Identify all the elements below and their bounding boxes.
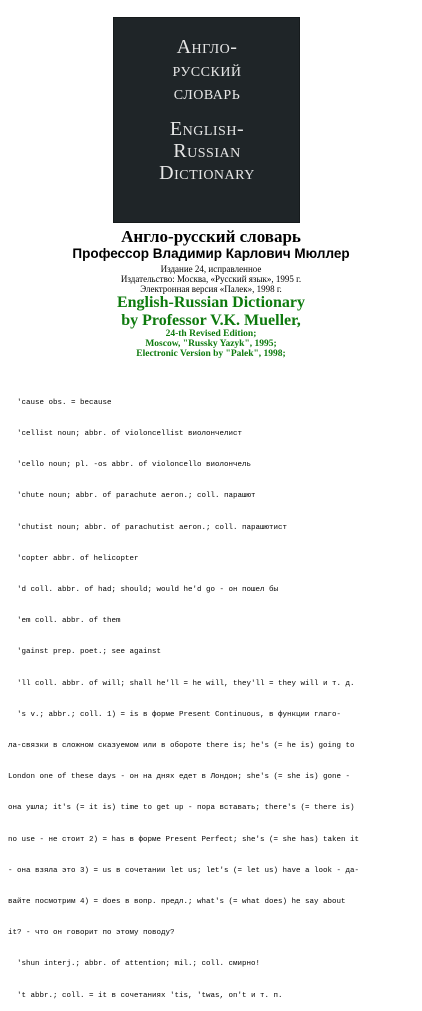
dictionary-entry: 's v.; abbr.; coll. 1) = is в форме Present Continuous, в функции глаго- [8, 710, 342, 719]
dictionary-entry: 'cello noun; pl. -os abbr. of violoncello виолончель [8, 461, 252, 470]
dictionary-entry: 'gainst prep. poet.; see against [8, 648, 162, 657]
cover-title-english [119, 118, 295, 184]
title-english: English-Russian Dictionary [116, 294, 306, 311]
dictionary-entry: 'd coll. abbr. of had; should; would he'd go - он пошел бы [8, 586, 279, 595]
dictionary-entry: 'll coll. abbr. of will; shall he'll = he will, they'll = they will и т. д. [8, 679, 355, 688]
dictionary-entry: 'cause obs. = because [8, 398, 112, 407]
publisher-russian: Издательство: Москва, «Русский язык», 1995 г. [120, 274, 302, 284]
cover-line: English- [169, 118, 245, 140]
author-english: by Professor V.K. Mueller, [121, 312, 301, 329]
cover-title [119, 36, 295, 184]
dictionary-entry: 'cellist noun; abbr. of violoncellist виолончелист [8, 430, 243, 439]
cover-line: словарь [173, 82, 241, 104]
dictionary-entry: - она взяла это 3) = us в сочетании let us; let's (= let us) have a look - да- [8, 866, 360, 875]
electronic-version-russian: Электронная версия «Палек», 1998 г. [140, 284, 282, 294]
dictionary-entry: it? - что он говорит по этому поводу? [8, 929, 175, 938]
electronic-version-english: Electronic Version by "Palek", 1998; [136, 349, 286, 359]
dictionary-entries [8, 377, 418, 1011]
dictionary-entry: 't abbr.; coll. = it в сочетаниях 'tis, 'twas, on't и т. п. [8, 991, 283, 1000]
dictionary-entry: London one of these days - он на днях едет в Лондон; she's (= she is) gone - [8, 773, 351, 782]
edition-english: 24-th Revised Edition; [165, 329, 257, 339]
dictionary-entry: no use - не стоит 2) = has в форме Present Perfect; she's (= she has) taken it [8, 835, 360, 844]
cover-title-russian [119, 36, 295, 105]
cover-line: русский [172, 59, 242, 81]
cover-line: Dictionary [159, 162, 255, 184]
dictionary-entry: 'chutist noun; abbr. of parachutist aeron.; coll. парашютист [8, 523, 288, 532]
dictionary-entry: 'chute noun; abbr. of parachute aeron.; coll. парашют [8, 492, 256, 501]
dictionary-entry: 'copter abbr. of helicopter [8, 554, 139, 563]
dictionary-cover-image [113, 17, 300, 223]
cover-line: Англо- [176, 36, 238, 58]
dictionary-entry: вайте посмотрим 4) = does в вопр. предл.; what's (= what does) he say about [8, 898, 346, 907]
edition-russian: Издание 24, исправленное [160, 264, 262, 274]
title-russian: Англо-русский словарь [121, 227, 301, 246]
dictionary-entry: ла-связки в сложном сказуемом или в обороте there is; he's (= he is) going to [8, 742, 355, 751]
dictionary-entry: 'shun interj.; abbr. of attention; mil.; coll. смирно! [8, 960, 261, 969]
cover-line: Russian [173, 140, 241, 162]
author-russian: Профессор Владимир Карлович Мюллер [72, 246, 350, 261]
publisher-english: Moscow, "Russky Yazyk", 1995; [145, 339, 277, 349]
dictionary-entry: 'em coll. abbr. of them [8, 617, 121, 626]
dictionary-entry: она ушла; it's (= it is) time to get up - пора вставать; there's (= there is) [8, 804, 355, 813]
